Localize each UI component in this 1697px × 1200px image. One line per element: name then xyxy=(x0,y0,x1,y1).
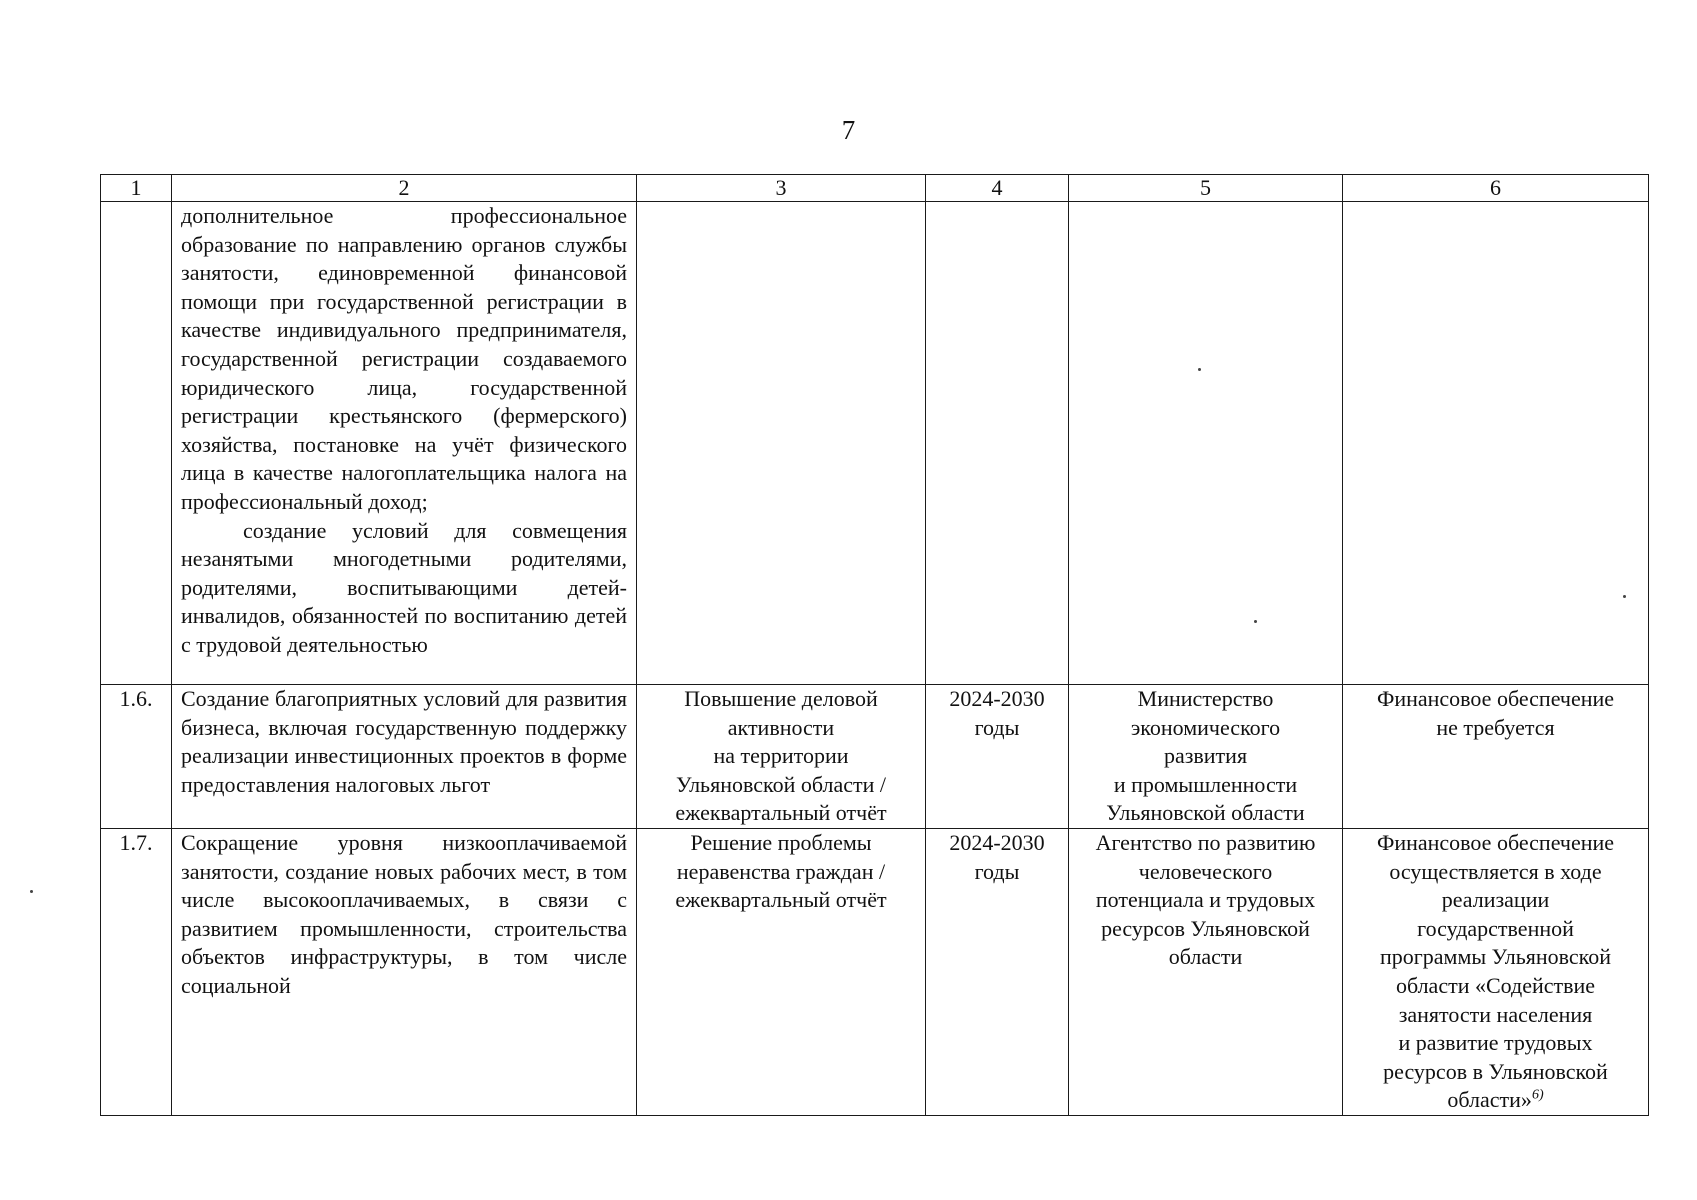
financing-line: области «Содействие xyxy=(1395,972,1596,998)
measures-table xyxy=(100,174,1649,1116)
result-line: на территории xyxy=(713,743,849,769)
financing-line: ресурсов в Ульяновской xyxy=(1383,1058,1608,1084)
cell-financing xyxy=(1343,685,1649,829)
header-col-1: 1 xyxy=(101,175,172,202)
financing-line: не требуется xyxy=(1436,714,1555,740)
cell-num: 1.7. xyxy=(101,828,172,1115)
cell-responsible xyxy=(1069,202,1343,685)
cell-responsible xyxy=(1069,828,1343,1115)
responsible-line: и промышленности xyxy=(1113,771,1298,797)
financing-line xyxy=(1349,1086,1642,1115)
cell-result xyxy=(637,685,926,829)
period-line: 2024-2030 xyxy=(949,829,1045,855)
header-col-6: 6 xyxy=(1343,175,1649,202)
financing-line: реализации xyxy=(1441,887,1550,913)
responsible-line: потенциала и трудовых xyxy=(1095,887,1316,913)
cell-result xyxy=(637,828,926,1115)
result-line: Повышение деловой xyxy=(684,686,878,711)
financing-line: Финансовое обеспечение xyxy=(1376,686,1615,711)
responsible-line: области xyxy=(1168,944,1243,970)
header-col-3: 3 xyxy=(637,175,926,202)
financing-line: Финансовое обеспечение xyxy=(1376,829,1615,855)
cell-financing xyxy=(1343,202,1649,685)
financing-line: осуществляется в ходе xyxy=(1389,858,1602,884)
header-col-4: 4 xyxy=(926,175,1069,202)
responsible-line: ресурсов Ульяновской xyxy=(1101,915,1310,941)
financing-line: государственной xyxy=(1417,915,1574,941)
header-col-5: 5 xyxy=(1069,175,1343,202)
page-number: 7 xyxy=(841,115,856,145)
result-line: Ульяновской области / xyxy=(675,771,887,797)
responsible-line: человеческого xyxy=(1138,858,1273,884)
responsible-line: экономического xyxy=(1130,714,1281,740)
responsible-line: Ульяновской области xyxy=(1106,800,1305,826)
scan-speck xyxy=(1198,368,1201,371)
footnote-marker: 6) xyxy=(1531,1087,1544,1103)
table-row-1-7 xyxy=(101,828,1649,1115)
cell-period xyxy=(926,828,1069,1115)
table-row-continuation xyxy=(101,202,1649,685)
cell-responsible xyxy=(1069,685,1343,829)
financing-line: и развитие трудовых xyxy=(1398,1030,1593,1056)
financing-line: занятости населения xyxy=(1398,1001,1593,1027)
measure-paragraph: дополнительное профессиональное образование по направлению органов службы занятости, единовременной финансовой помощи при государственной регистрации в качестве индивидуального предпринимателя, государственной регистрации создаваемого юридического лица, государственной регистрации крестьянского (фермерского) хозяйства, постановке на учёт физического лица в качестве налогоплательщика налога на профессиональный доход; xyxy=(181,203,627,514)
cell-period xyxy=(926,202,1069,685)
scan-speck xyxy=(30,890,33,893)
cell-num xyxy=(101,202,172,685)
period-line: 2024-2030 xyxy=(949,686,1045,711)
scan-speck xyxy=(1254,620,1257,623)
financing-line-text: области» xyxy=(1447,1087,1532,1113)
cell-period xyxy=(926,685,1069,829)
table-row-1-6 xyxy=(101,685,1649,829)
header-col-2: 2 xyxy=(172,175,637,202)
measure-paragraph: создание условий для совмещения незанятыми многодетными родителями, родителями, воспитывающими детей-инвалидов, обязанностей по воспитанию детей с трудовой деятельностью xyxy=(181,517,627,657)
cell-num: 1.6. xyxy=(101,685,172,829)
cell-measure xyxy=(172,202,637,685)
financing-line: программы Ульяновской xyxy=(1379,944,1612,970)
result-line: ежеквартальный отчёт xyxy=(675,800,887,826)
responsible-line: развития xyxy=(1163,743,1248,769)
period-line: годы xyxy=(974,714,1020,740)
cell-financing xyxy=(1343,828,1649,1115)
result-line: Решение проблемы xyxy=(690,829,872,855)
cell-measure: Создание благоприятных условий для развития бизнеса, включая государственную поддержку реализации инвестиционных проектов в форме предоставления налоговых льгот xyxy=(172,685,637,829)
period-line: годы xyxy=(974,858,1020,884)
responsible-line: Министерство xyxy=(1137,686,1274,711)
result-line: ежеквартальный отчёт xyxy=(675,887,887,913)
result-line: неравенства граждан / xyxy=(676,858,886,884)
header-row xyxy=(101,175,1649,202)
scan-speck xyxy=(1623,595,1626,598)
cell-result xyxy=(637,202,926,685)
responsible-line: Агентство по развитию xyxy=(1095,829,1316,855)
result-line: активности xyxy=(727,714,835,740)
cell-measure: Сокращение уровня низкооплачиваемой занятости, создание новых рабочих мест, в том числе высокооплачиваемых, в связи с развитием промышленности, строительства объектов инфраструктуры, в том числе социальной xyxy=(172,828,637,1115)
